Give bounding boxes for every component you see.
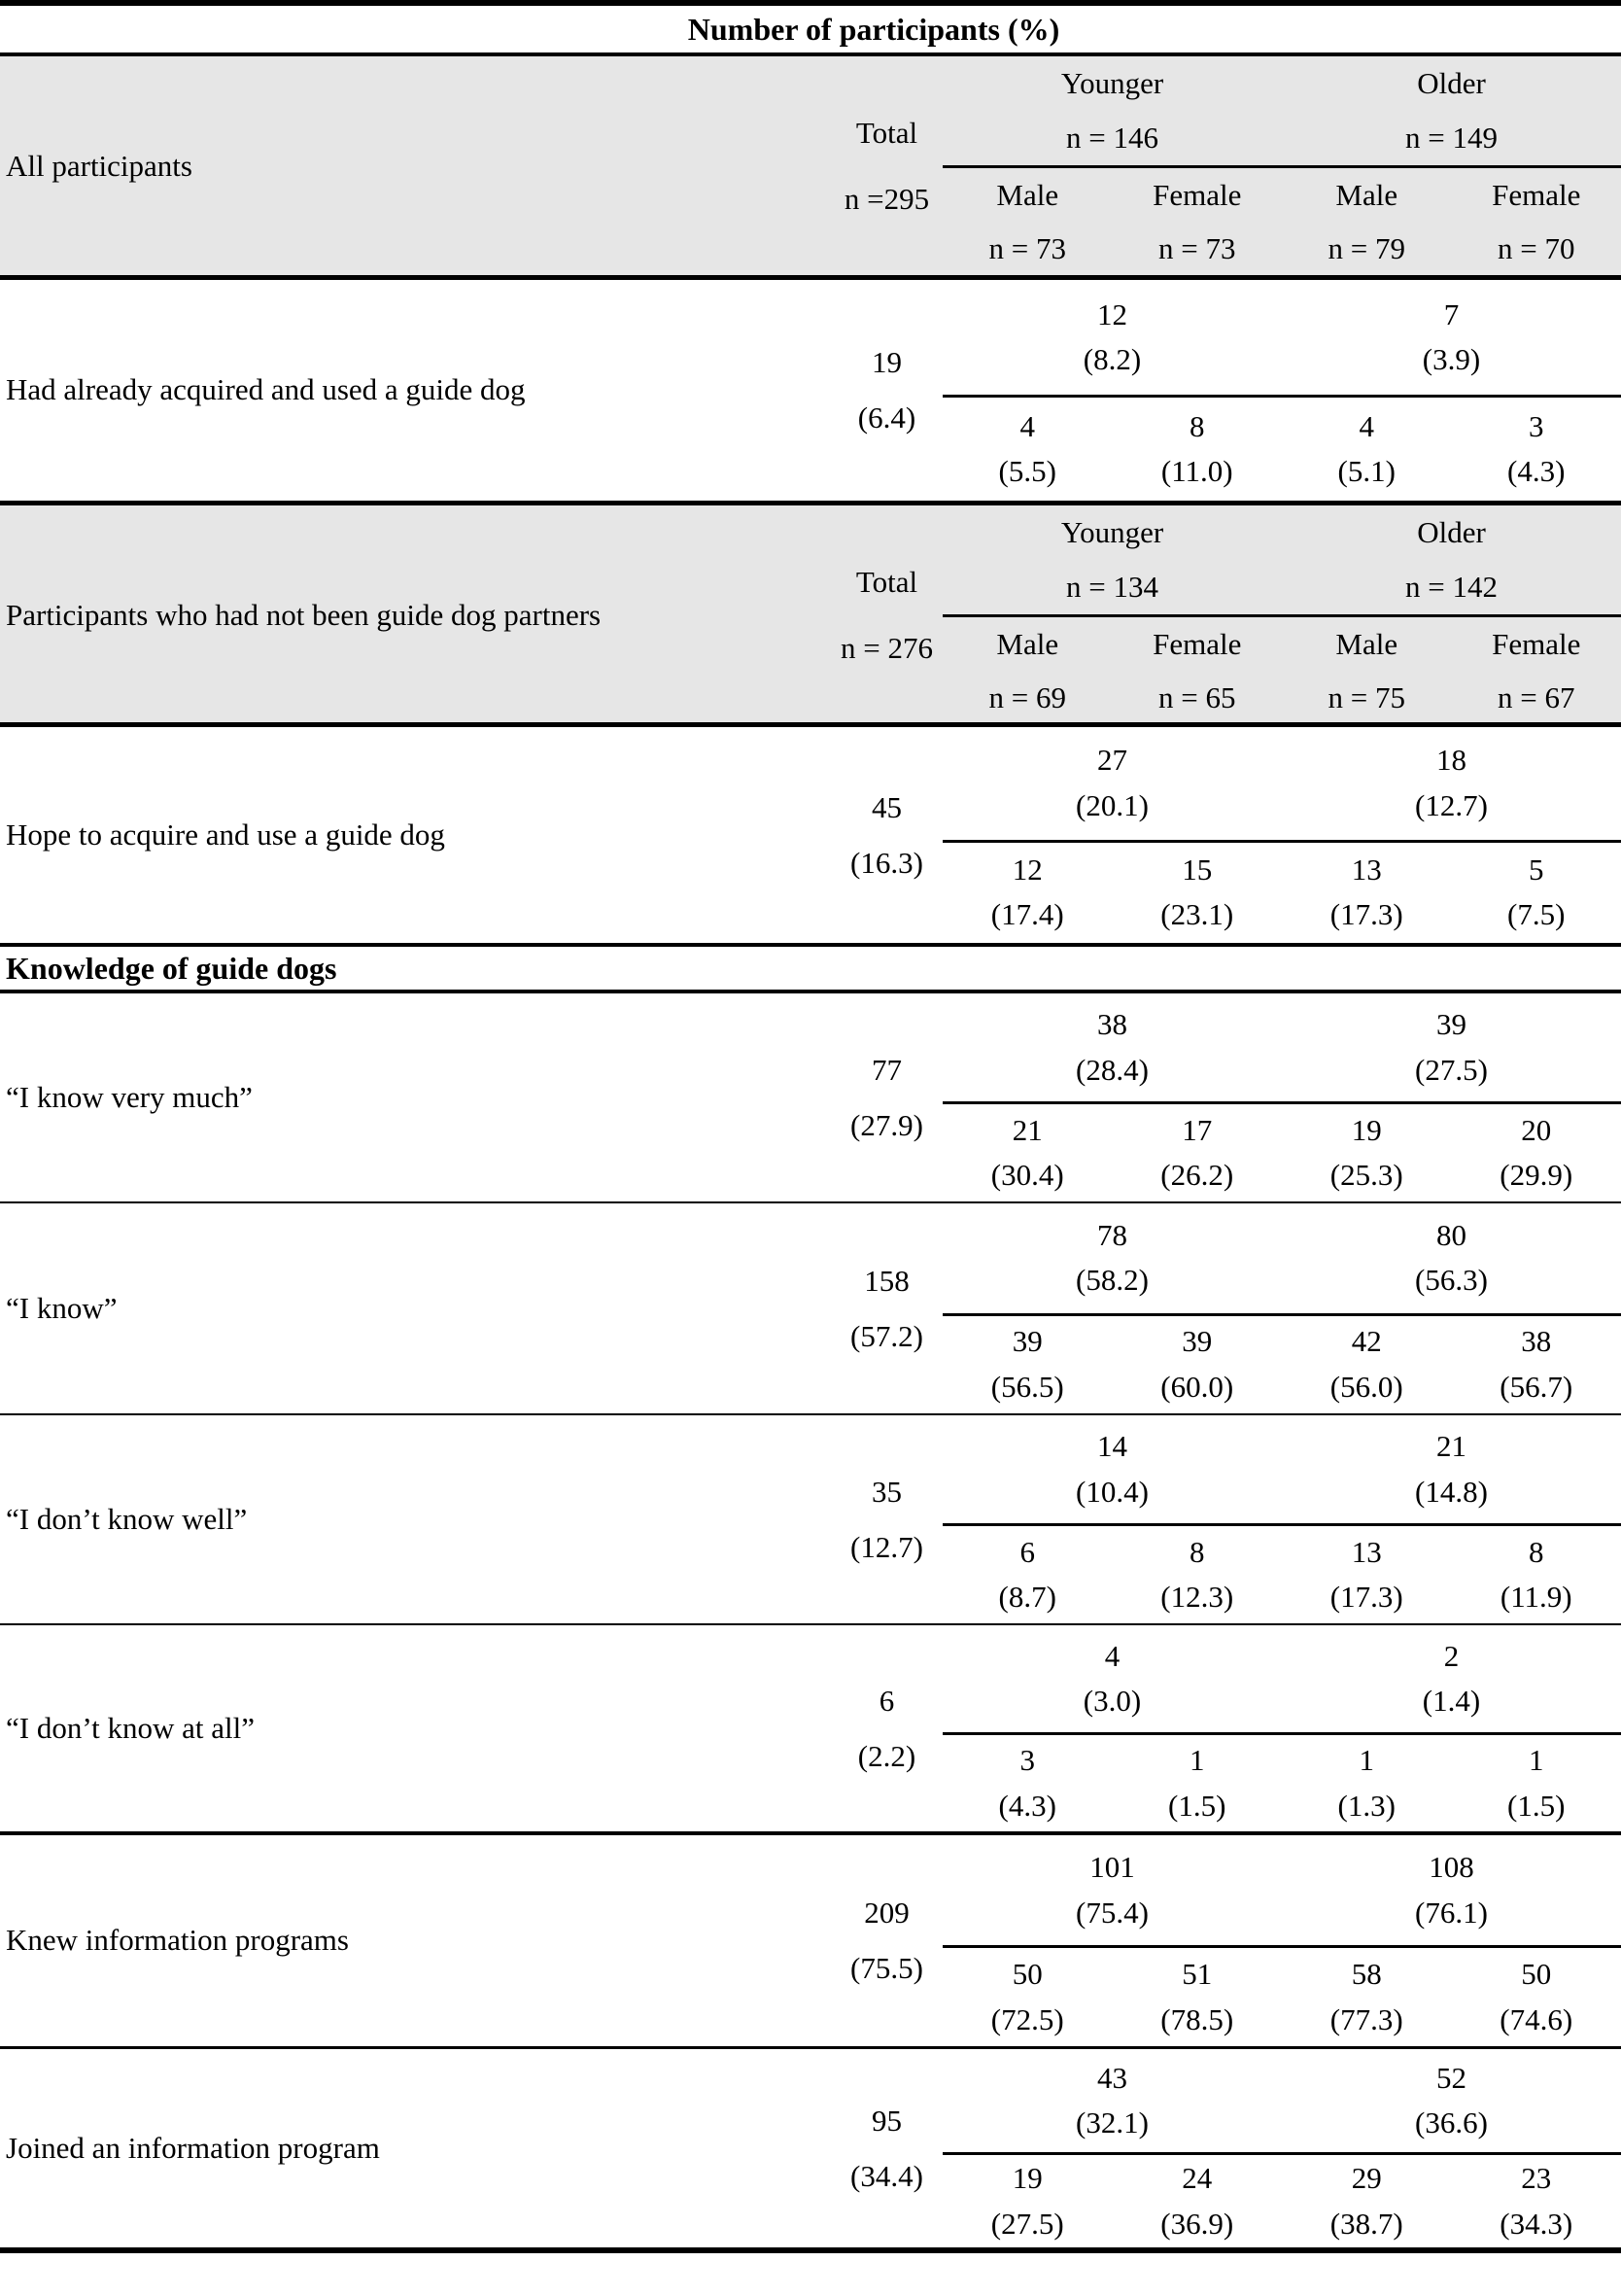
percent: (12.3) [1160,1580,1234,1615]
percent: (60.0) [1160,1369,1234,1404]
younger-male-cell [943,843,1113,943]
count: 4 [1019,408,1035,443]
older-male-cell [1282,1735,1452,1831]
table-title: Number of participants (%) [0,6,1621,56]
older-female-cell [1452,843,1621,943]
percent: (7.5) [1507,897,1566,932]
percent: (12.7) [850,1529,923,1564]
table-row [0,280,1621,505]
count: 50 [1521,1957,1552,1992]
percent: (78.5) [1160,2001,1234,2036]
male-label: Male [1335,177,1398,212]
male-label: Male [1335,626,1398,661]
male-n: n = 73 [988,231,1066,266]
percent: (56.3) [1415,1263,1488,1298]
row-label: “I don’t know well” [6,1501,248,1536]
percent: (20.1) [1076,787,1149,822]
count: 21 [1436,1429,1466,1464]
female-n: n = 73 [1158,231,1236,266]
total-n: n =295 [844,182,930,217]
older-male-cell [1282,1526,1452,1623]
row-label: Hope to acquire and use a guide dog [6,817,445,852]
count: 18 [1436,743,1466,778]
younger-group-header [943,505,1282,617]
percent: (56.7) [1500,1369,1573,1404]
count: 23 [1521,2161,1552,2196]
count: 8 [1190,408,1205,443]
percent: (76.1) [1415,1895,1488,1930]
percent: (72.5) [990,2001,1064,2036]
older-combined-cell [1282,280,1621,398]
count: 24 [1182,2161,1213,2196]
total-label: Total [855,115,918,150]
table-row [0,727,1621,947]
percent: (27.9) [850,1107,923,1142]
percent: (8.2) [1083,342,1142,377]
younger-female-cell [1113,1948,1283,2046]
row-label: Knew information programs [6,1923,349,1958]
female-n: n = 65 [1158,680,1236,715]
total-label: Total [855,564,918,599]
count: 19 [872,345,902,380]
percent: (10.4) [1076,1474,1149,1509]
percent: (27.5) [990,2206,1064,2241]
section-header-knowledge: Knowledge of guide dogs [0,947,1621,993]
count: 38 [1521,1324,1552,1359]
younger-label: Younger [1060,515,1164,549]
younger-female-cell [1113,2155,1283,2247]
percent: (8.7) [998,1580,1056,1615]
younger-label: Younger [1060,66,1164,100]
percent: (17.3) [1329,1580,1403,1615]
table-row [0,2049,1621,2253]
percent: (4.3) [1507,454,1566,489]
younger-combined-cell [943,1625,1282,1735]
count: 209 [864,1896,910,1931]
older-female-cell [1452,398,1621,501]
count: 50 [1012,1957,1043,1992]
percent: (25.3) [1329,1158,1403,1193]
count: 12 [1012,852,1043,887]
percent: (34.4) [850,2159,923,2193]
older-female-cell [1452,2155,1621,2247]
percent: (14.8) [1415,1474,1488,1509]
count: 108 [1429,1850,1474,1885]
percent: (1.5) [1168,1788,1226,1823]
count: 5 [1529,852,1544,887]
row-label: Had already acquired and used a guide dog [6,372,526,407]
count: 13 [1351,1534,1382,1569]
table-row [0,1415,1621,1625]
total-cell [831,1625,943,1831]
count: 8 [1529,1534,1544,1569]
count: 43 [1097,2060,1127,2095]
older-male-cell [1282,1948,1452,2046]
younger-male-cell [943,2155,1113,2247]
total-cell [831,1415,943,1623]
percent: (75.4) [1076,1895,1149,1930]
table-row [0,1203,1621,1415]
count: 29 [1351,2161,1382,2196]
older-male-cell [1282,2155,1452,2247]
count: 158 [864,1263,910,1298]
count: 80 [1436,1217,1466,1252]
younger-female-header [1113,617,1283,726]
male-label: Male [996,177,1059,212]
total-cell [831,1203,943,1413]
count: 78 [1097,1217,1127,1252]
older-male-header [1282,617,1452,726]
younger-female-cell [1113,843,1283,943]
percent: (38.7) [1329,2206,1403,2241]
percent: (26.2) [1160,1158,1234,1193]
older-male-cell [1282,1104,1452,1201]
older-n: n = 142 [1405,569,1498,604]
count: 15 [1182,852,1213,887]
older-combined-cell [1282,1625,1621,1735]
header-label: All participants [6,149,192,184]
percent: (17.4) [990,897,1064,932]
younger-male-header [943,168,1113,277]
female-label: Female [1153,626,1242,661]
total-cell [831,280,943,501]
percent: (12.7) [1415,787,1488,822]
younger-combined-cell [943,993,1282,1104]
percent: (56.5) [990,1369,1064,1404]
count: 101 [1089,1850,1135,1885]
table-row [0,1835,1621,2049]
older-combined-cell [1282,993,1621,1104]
younger-female-cell [1113,1104,1283,1201]
percent: (11.0) [1160,454,1233,489]
percent: (29.9) [1500,1158,1573,1193]
count: 3 [1529,408,1544,443]
count: 39 [1012,1324,1043,1359]
older-group-header [1282,56,1621,168]
count: 20 [1521,1112,1552,1147]
female-n: n = 70 [1498,231,1575,266]
count: 8 [1190,1534,1205,1569]
older-label: Older [1417,66,1486,100]
older-male-header [1282,168,1452,277]
percent: (16.3) [850,845,923,880]
percent: (32.1) [1076,2105,1149,2140]
count: 39 [1436,1007,1466,1042]
older-group-header [1282,505,1621,617]
percent: (4.3) [998,1788,1056,1823]
count: 27 [1097,743,1127,778]
count: 3 [1019,1743,1035,1778]
count: 1 [1190,1743,1205,1778]
younger-combined-cell [943,280,1282,398]
count: 6 [879,1683,895,1718]
younger-male-cell [943,1316,1113,1413]
percent: (5.5) [998,454,1056,489]
older-female-header [1452,168,1621,277]
count: 19 [1012,2161,1043,2196]
percent: (1.5) [1507,1788,1566,1823]
younger-combined-cell [943,1203,1282,1316]
row-label: Joined an information program [6,2131,380,2165]
total-n: n = 276 [841,631,933,666]
older-combined-cell [1282,1415,1621,1526]
younger-female-header [1113,168,1283,277]
older-combined-cell [1282,1835,1621,1948]
count: 21 [1012,1112,1043,1147]
count: 42 [1351,1324,1382,1359]
younger-male-header [943,617,1113,726]
older-female-cell [1452,1948,1621,2046]
younger-male-cell [943,1526,1113,1623]
count: 58 [1351,1957,1382,1992]
count: 1 [1359,1743,1374,1778]
total-column-header [831,56,943,276]
male-n: n = 75 [1328,680,1405,715]
total-cell [831,2049,943,2247]
header-label: Participants who had not been guide dog partners [6,598,602,633]
count: 77 [872,1052,902,1087]
count: 12 [1097,296,1127,331]
count: 19 [1351,1112,1382,1147]
percent: (77.3) [1329,2001,1403,2036]
older-combined-cell [1282,2049,1621,2155]
female-n: n = 67 [1498,680,1575,715]
younger-combined-cell [943,1415,1282,1526]
table-row [0,993,1621,1203]
percent: (28.4) [1076,1052,1149,1087]
younger-male-cell [943,1104,1113,1201]
older-female-cell [1452,1526,1621,1623]
count: 45 [872,789,902,824]
row-label: “I don’t know at all” [6,1710,255,1745]
table-row [0,1625,1621,1835]
older-combined-cell [1282,1203,1621,1316]
row-label: “I know very much” [6,1079,253,1114]
younger-combined-cell [943,1835,1282,1948]
percent: (36.9) [1160,2206,1234,2241]
younger-male-cell [943,1735,1113,1831]
percent: (27.5) [1415,1052,1488,1087]
younger-group-header [943,56,1282,168]
count: 35 [872,1474,902,1509]
percent: (34.3) [1500,2206,1573,2241]
percent: (75.5) [850,1951,923,1986]
row-label: “I know” [6,1290,118,1325]
male-n: n = 79 [1328,231,1405,266]
percent: (57.2) [850,1318,923,1353]
percent: (11.9) [1500,1580,1572,1615]
younger-male-cell [943,1948,1113,2046]
younger-female-cell [1113,398,1283,501]
male-label: Male [996,626,1059,661]
percent: (1.3) [1337,1788,1396,1823]
total-cell [831,727,943,943]
older-male-cell [1282,1316,1452,1413]
percent: (36.6) [1415,2105,1488,2140]
count: 6 [1019,1534,1035,1569]
older-female-cell [1452,1316,1621,1413]
younger-female-cell [1113,1526,1283,1623]
count: 7 [1443,296,1460,331]
younger-n: n = 134 [1066,569,1158,604]
older-female-header [1452,617,1621,726]
total-cell [831,1835,943,2046]
younger-female-cell [1113,1316,1283,1413]
count: 38 [1097,1007,1127,1042]
younger-female-cell [1113,1735,1283,1831]
older-label: Older [1417,515,1486,549]
percent: (3.9) [1422,342,1481,377]
count: 2 [1443,1638,1460,1673]
percent: (1.4) [1422,1684,1481,1719]
older-n: n = 149 [1405,120,1498,155]
percent: (56.0) [1329,1369,1403,1404]
percent: (17.3) [1329,897,1403,932]
female-label: Female [1492,626,1581,661]
older-female-cell [1452,1735,1621,1831]
older-male-cell [1282,843,1452,943]
count: 13 [1351,852,1382,887]
percent: (5.1) [1337,454,1396,489]
percent: (23.1) [1160,897,1234,932]
count: 1 [1529,1743,1544,1778]
total-column-header [831,505,943,725]
younger-n: n = 146 [1066,120,1158,155]
header-all-participants [0,56,1621,280]
count: 17 [1182,1112,1213,1147]
percent: (6.4) [857,400,916,435]
percent: (3.0) [1083,1684,1142,1719]
percent: (30.4) [990,1158,1064,1193]
younger-combined-cell [943,727,1282,843]
count: 51 [1182,1957,1213,1992]
younger-male-cell [943,398,1113,501]
female-label: Female [1153,177,1242,212]
percent: (58.2) [1076,1263,1149,1298]
count: 95 [872,2103,902,2138]
count: 14 [1097,1429,1127,1464]
count: 39 [1182,1324,1213,1359]
male-n: n = 69 [988,680,1066,715]
total-cell [831,993,943,1201]
header-non-partners [0,505,1621,727]
count: 4 [1359,408,1374,443]
female-label: Female [1492,177,1581,212]
count: 4 [1104,1638,1121,1673]
percent: (2.2) [857,1738,916,1773]
percent: (74.6) [1500,2001,1573,2036]
older-male-cell [1282,398,1452,501]
younger-combined-cell [943,2049,1282,2155]
older-combined-cell [1282,727,1621,843]
older-female-cell [1452,1104,1621,1201]
count: 52 [1436,2060,1466,2095]
